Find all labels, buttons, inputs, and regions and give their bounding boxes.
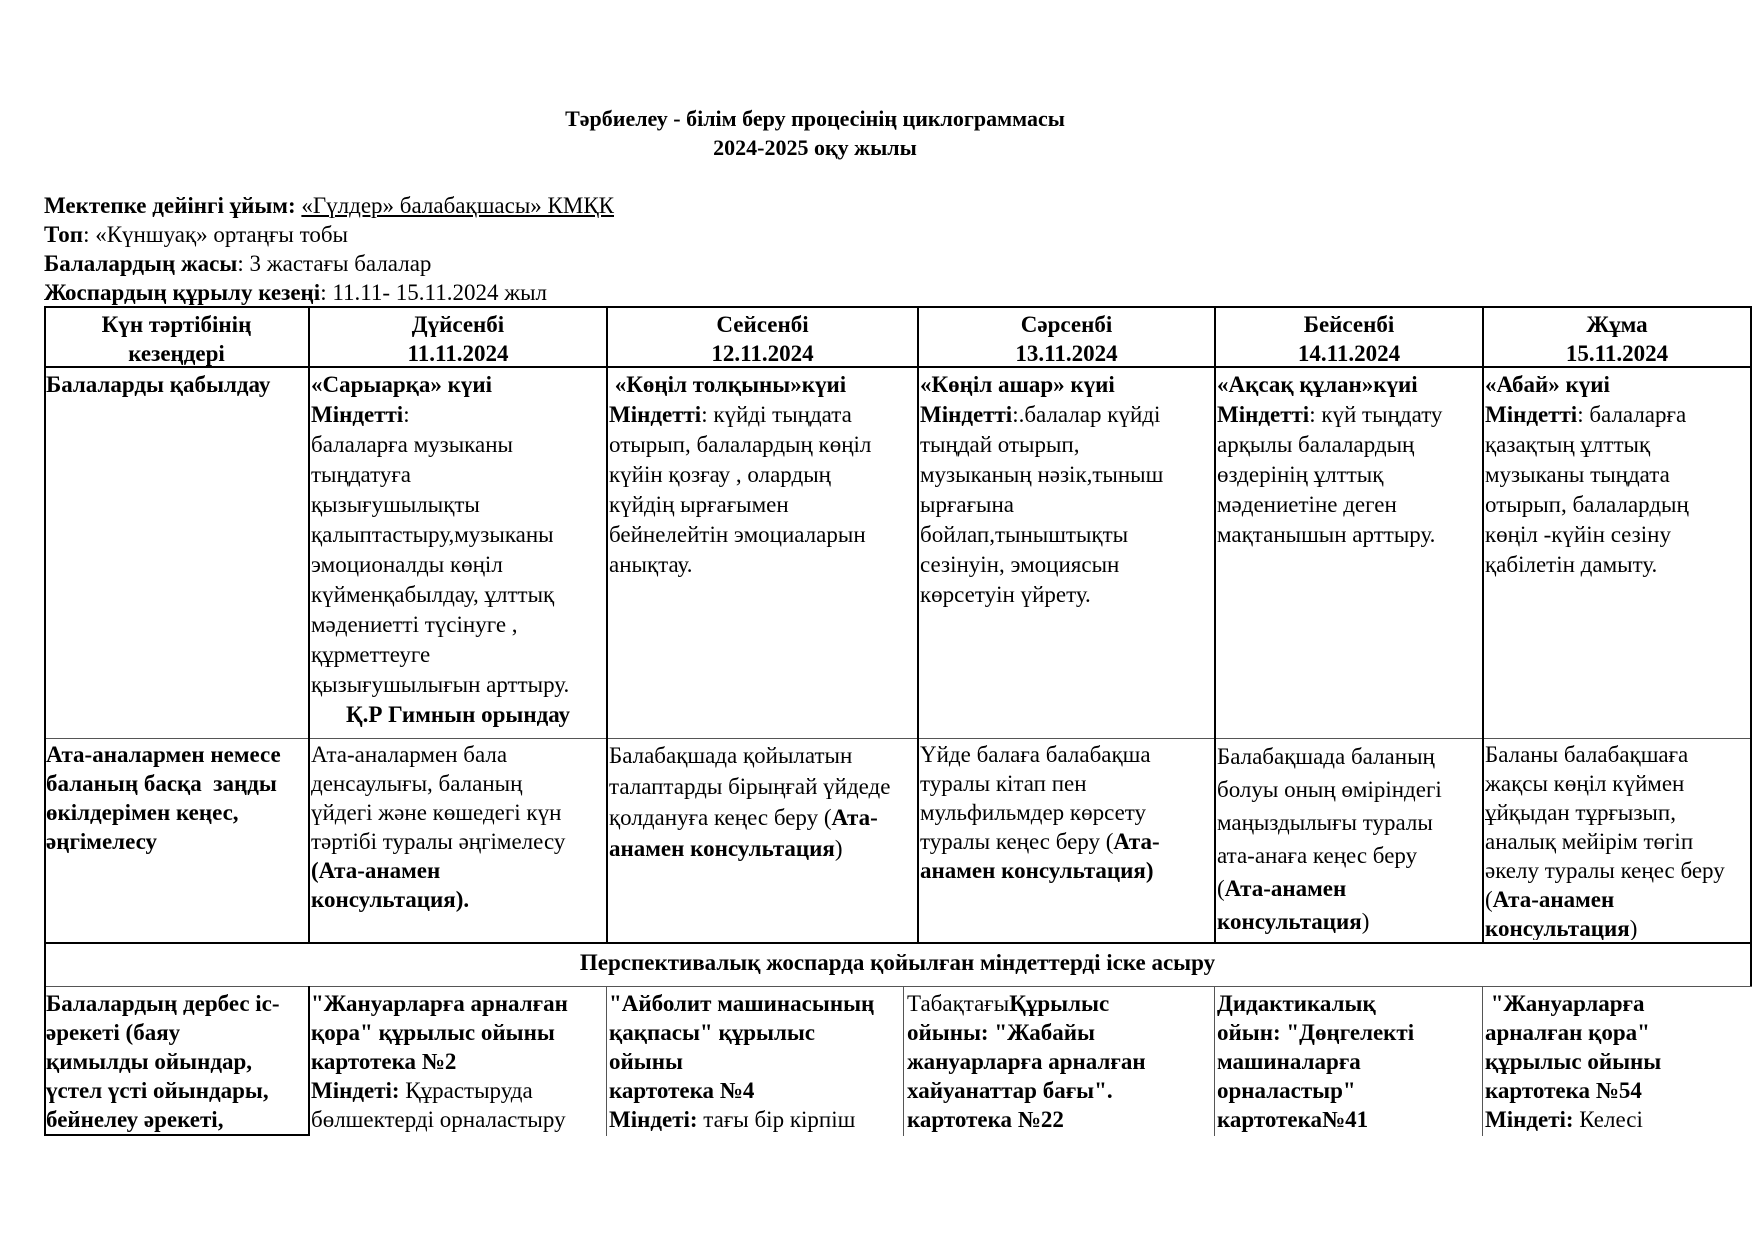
line: бойлап,тыныштықты [920, 522, 1129, 547]
label-line: Ата-аналармен немесе [46, 742, 281, 767]
task-label: Міндеті: [1485, 1107, 1574, 1132]
header-day-thursday [1215, 308, 1483, 366]
meta-group-label: Топ [44, 222, 84, 247]
header-day-friday [1483, 308, 1751, 366]
consultation-label: Ата- [1113, 829, 1160, 854]
row-parents-label [44, 739, 309, 940]
line: көрсетуін үйрету. [920, 582, 1091, 607]
line: бейнелейтін эмоциаларын [609, 522, 866, 547]
meta-age-label: Балалардың жасы [44, 251, 238, 276]
section-bottom-rule [44, 986, 1752, 987]
label-line: бейнелеу әрекеті, [46, 1107, 224, 1132]
day-name: Сейсенбі [716, 312, 809, 337]
line: тыңдатуға [311, 462, 412, 487]
label-line: өкілдерімен кеңес, [46, 800, 239, 825]
header-col-stages [44, 308, 309, 366]
label-line: қимылды ойындар, [46, 1049, 253, 1074]
day-date: 15.11.2024 [1565, 341, 1669, 366]
line: аналық мейірім төгіп [1485, 829, 1694, 854]
day-date: 13.11.2024 [1015, 341, 1118, 366]
consultation-label: консультация [1217, 909, 1362, 934]
row3-col-rule-2 [606, 986, 607, 1136]
line: өздерінің ұлттық [1217, 462, 1384, 487]
label-line: үстел үсті ойындары, [46, 1078, 269, 1103]
row-activity-label [44, 988, 309, 1134]
game-title: қақпасы" құрылыс [609, 1020, 816, 1045]
day-name: Жұма [1586, 312, 1648, 337]
row-reception-label [44, 369, 309, 736]
card-number: картотека №4 [609, 1078, 755, 1103]
meta-org-value: «Гүлдер» балабақшасы» КМҚК [301, 193, 614, 218]
task-label: Міндеті: [311, 1078, 400, 1103]
line: музыканы тыңдата [1485, 462, 1670, 487]
line: талаптарды бірыңғай үйдеде [609, 774, 891, 799]
reception-cell-monday [309, 369, 607, 736]
consultation-label: анамен консультация [609, 836, 835, 861]
game-title: құрылыс ойыны [1485, 1049, 1662, 1074]
line: қызығушылығын арттыру. [311, 672, 570, 697]
activity-cell-wednesday [905, 988, 1215, 1134]
line: музыканың нәзік,тыныш [920, 462, 1164, 487]
task-label: Міндетті [1217, 402, 1310, 427]
task-text: Келесі [1573, 1107, 1643, 1132]
consultation-label: Ата-анамен [1224, 876, 1347, 901]
line: Ата-аналармен бала [311, 742, 508, 767]
line: күйін қозғау , олардың [609, 462, 831, 487]
consultation-label: (Ата-анамен [311, 858, 441, 883]
parents-cell-wednesday [918, 739, 1215, 940]
task-text: : күй тыңдату [1309, 402, 1443, 427]
game-title: жануарларға арналған [907, 1049, 1146, 1074]
day-date: 12.11.2024 [711, 341, 814, 366]
line: анықтау. [609, 552, 693, 577]
col-rule-4 [1214, 306, 1216, 942]
line: денсаулығы, баланың [311, 771, 523, 796]
row1-bottom-rule [44, 738, 1752, 739]
card-number: картотека №2 [311, 1049, 457, 1074]
card-number: картотека №54 [1485, 1078, 1642, 1103]
line: туралы кеңес беру ( [920, 829, 1114, 854]
line: қазақтың ұлттық [1485, 432, 1651, 457]
anthem-note: Қ.Р Гимнын орындау [345, 702, 571, 727]
label-line: Балалардың дербес іс- [46, 991, 280, 1016]
day-date: 11.11.2024 [407, 341, 509, 366]
col-rule-1 [308, 306, 310, 942]
day-name: Сәрсенбі [1020, 312, 1113, 337]
line: ( [1485, 887, 1493, 912]
parents-cell-thursday [1215, 739, 1483, 940]
line: балаларға музыканы [311, 432, 513, 457]
col-rule-3 [917, 306, 919, 942]
line: тыңдай отырып, [920, 432, 1080, 457]
label-line: баланың басқа заңды [46, 771, 277, 796]
activity-cell-thursday [1215, 988, 1483, 1134]
activity-cell-tuesday [607, 988, 918, 1134]
meta-group-value: : «Күншуақ» ортаңғы тобы [83, 222, 348, 247]
day-name: Бейсенбі [1303, 312, 1395, 337]
line: ( [1217, 876, 1225, 901]
title-line-1: Тәрбиелеу - білім беру процесінің циклограммасы [565, 106, 1065, 131]
line: сезінуін, эмоциясын [920, 552, 1120, 577]
label-line: әңгімелесу [46, 829, 157, 854]
task-label: Міндетті [1485, 402, 1578, 427]
line: қабілетін дамыту. [1485, 552, 1658, 577]
line: әкелу туралы кеңес беру [1485, 858, 1725, 883]
header-col-stages-line2: кезеңдері [128, 341, 225, 366]
parents-cell-tuesday [607, 739, 918, 940]
melody-title: «Көңіл толқыны»күиі [609, 372, 847, 397]
game-title: машиналарға [1217, 1049, 1361, 1074]
meta-period-label: Жоспардың құрылу кезеңі [44, 280, 321, 305]
consultation-label: Ата-анамен [1492, 887, 1615, 912]
line: құрметтеуге [311, 642, 431, 667]
game-title: "Жануарларға [1485, 991, 1645, 1016]
line: эмоционалды көңіл [311, 552, 503, 577]
game-title: хайуанаттар бағы". [907, 1078, 1113, 1103]
line: жақсы көңіл күймен [1485, 771, 1685, 796]
reception-cell-friday [1483, 369, 1751, 736]
day-name: Дүйсенбі [411, 312, 505, 337]
parents-cell-friday [1483, 739, 1751, 940]
game-title: ойын: "Дөңгелекті [1217, 1020, 1415, 1045]
meta-org-label: Мектепке дейінгі ұйым: [44, 193, 296, 218]
header-bottom-rule [44, 366, 1752, 368]
game-title: ойыны [609, 1049, 683, 1074]
game-title: қора" құрылыс ойыны [311, 1020, 555, 1045]
game-title: "Айболит машинасының [609, 991, 875, 1016]
meta-period-value: : 11.11- 15.11.2024 жыл [320, 280, 548, 305]
task-text: тағы бір кірпіш [697, 1107, 856, 1132]
line: көңіл -күйін сезіну [1485, 522, 1671, 547]
card-number: картотека №22 [907, 1107, 1064, 1132]
card-number: картотека№41 [1217, 1107, 1369, 1132]
consultation-label: консультация). [311, 887, 470, 912]
game-title: Дидактикалық [1217, 991, 1376, 1016]
task-text: Құрастыруда [399, 1078, 533, 1103]
line: ата-анаға кеңес беру [1217, 843, 1418, 868]
row3-col-rule-5 [1482, 986, 1483, 1136]
line: Балабақшада баланың [1217, 744, 1435, 769]
activity-cell-monday [309, 988, 607, 1134]
line: мәдениетіне деген [1217, 492, 1397, 517]
line: ) [1361, 909, 1370, 934]
line: ) [1629, 916, 1638, 940]
melody-title: «Көңіл ашар» күиі [920, 372, 1115, 397]
line: күйдің ырғағымен [609, 492, 789, 517]
line: тәртібі туралы әңгімелесу [311, 829, 566, 854]
task-label: Міндетті [311, 402, 404, 427]
task-label: Міндеті: [609, 1107, 698, 1132]
day-date: 14.11.2024 [1297, 341, 1401, 366]
table-border-left [44, 306, 46, 1136]
game-title: "Жануарларға арналған [311, 991, 568, 1016]
task-text: : [403, 402, 410, 427]
row3-col-rule-4 [1214, 986, 1215, 1136]
table-border-top [44, 306, 1752, 308]
label-line: әрекеті (баяу [46, 1020, 181, 1045]
col-rule-5 [1482, 306, 1484, 942]
line: ұйқыдан тұрғызып, [1485, 800, 1676, 825]
consultation-label: анамен консультация) [920, 858, 1154, 883]
game-title: Құрылыс [1009, 991, 1110, 1016]
task-label: Міндетті [609, 402, 702, 427]
section-heading-text: Перспективалық жоспарда қойылған міндеттерді іске асыру [579, 950, 1216, 975]
line: Үйде балаға балабақша [920, 742, 1151, 767]
meta-age-value: : 3 жастағы балалар [237, 251, 432, 276]
section-heading-row [44, 945, 1751, 985]
line: арқылы балалардың [1217, 432, 1415, 457]
header-day-wednesday [918, 308, 1215, 366]
melody-title: «Сарыарқа» күиі [311, 372, 493, 397]
row3-col-rule-1 [308, 986, 310, 1136]
task-text: : балаларға [1577, 402, 1687, 427]
title-line-2: 2024-2025 оқу жылы [713, 135, 917, 160]
row3-col-rule-3 [903, 986, 904, 1136]
line: бөлшектерді орналастыру [311, 1107, 566, 1132]
melody-title: «Ақсақ құлан»күиі [1217, 372, 1418, 397]
header-day-tuesday [607, 308, 918, 366]
parents-cell-monday [309, 739, 607, 940]
header-day-monday [309, 308, 607, 366]
table-border-right [1750, 306, 1752, 986]
line: мәдениетті түсінуге , [311, 612, 518, 637]
line: маңыздылығы туралы [1217, 810, 1433, 835]
line: Балабақшада қойылатын [609, 743, 853, 768]
line: үйдегі және көшедегі күн [311, 800, 562, 825]
line: ) [834, 836, 843, 861]
line: ырғағына [920, 492, 1014, 517]
line: күйменқабылдау, ұлттық [311, 582, 555, 607]
col-rule-2 [606, 306, 608, 942]
line: қызығушылықты [311, 492, 480, 517]
consultation-label: Ата- [831, 805, 878, 830]
reception-cell-tuesday [607, 369, 918, 736]
header-col-stages-line1: Күн тәртібінің [101, 312, 252, 337]
row2-bottom-rule [44, 942, 1752, 944]
line: қолдануға кеңес беру ( [609, 805, 832, 830]
label-cell-bottom-rule [44, 1134, 310, 1136]
line: отырып, балалардың көңіл [609, 432, 872, 457]
line: туралы кітап пен [920, 771, 1087, 796]
line: мақтанышын арттыру. [1217, 522, 1436, 547]
line: Табақтағы [907, 991, 1010, 1016]
consultation-label: консультация [1485, 916, 1630, 940]
row-label-text: Балаларды қабылдау [46, 372, 271, 397]
line: болуы оның өміріндегі [1217, 777, 1442, 802]
line: Баланы балабақшаға [1485, 742, 1689, 767]
reception-cell-thursday [1215, 369, 1483, 736]
task-label: Міндетті [920, 402, 1013, 427]
line: қалыптастыру,музыканы [311, 522, 554, 547]
activity-cell-friday [1483, 988, 1751, 1134]
line: отырып, балалардың [1485, 492, 1689, 517]
game-title: ойыны: "Жабайы [907, 1020, 1095, 1045]
task-text: : күйді тыңдата [701, 402, 852, 427]
game-title: орналастыр" [1217, 1078, 1356, 1103]
melody-title: «Абай» күиі [1485, 372, 1610, 397]
line: мульфильмдер көрсету [920, 800, 1147, 825]
task-text: :.балалар күйді [1012, 402, 1161, 427]
reception-cell-wednesday [918, 369, 1215, 736]
game-title: арналған қора" [1485, 1020, 1650, 1045]
